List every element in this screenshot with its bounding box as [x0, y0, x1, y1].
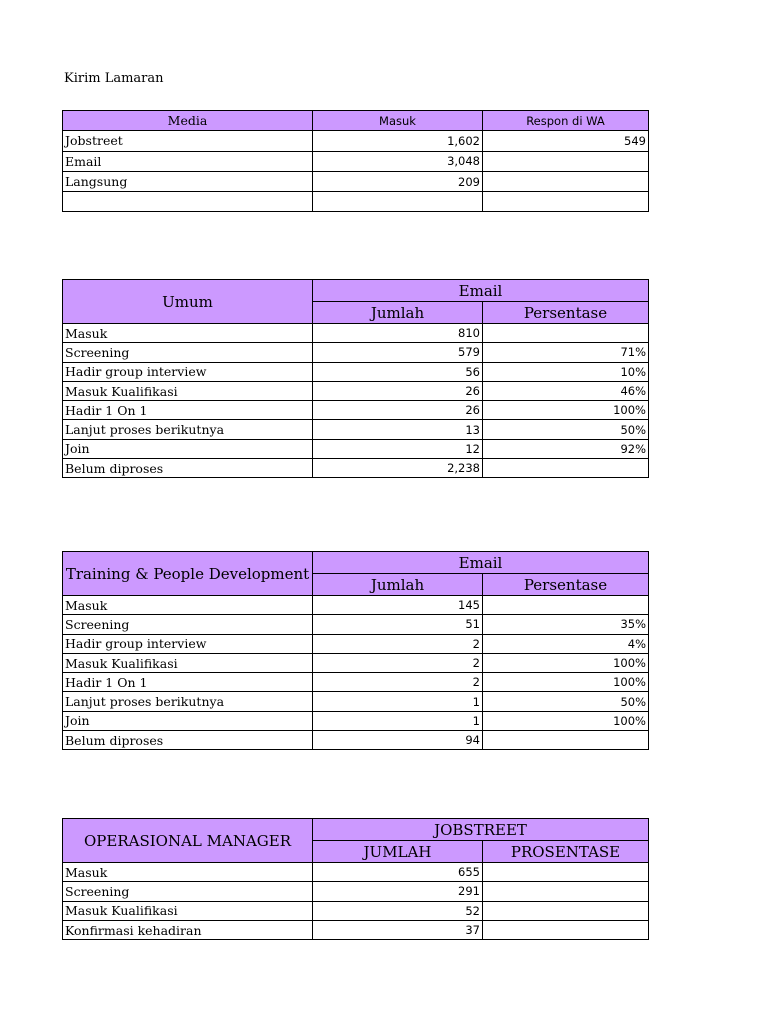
table-row: [63, 171, 649, 191]
row-label: Konfirmasi kehadiran: [63, 920, 313, 939]
row-label: Hadir 1 On 1: [63, 673, 313, 692]
page-title: Kirim Lamaran: [64, 71, 164, 86]
row-label: Masuk Kualifikasi: [63, 381, 313, 400]
row-label: Hadir 1 On 1: [63, 401, 313, 420]
cell-jumlah: 291: [313, 882, 483, 901]
cell-persentase: 100%: [483, 711, 649, 730]
cell-jumlah: 145: [313, 596, 483, 615]
cell-prosentase: [483, 901, 649, 920]
umum-table: [62, 279, 649, 478]
cell-jumlah: 13: [313, 420, 483, 439]
cell-jumlah: 26: [313, 401, 483, 420]
cell-masuk: 209: [313, 171, 483, 191]
table-row: [63, 381, 649, 400]
cell-persentase: 10%: [483, 362, 649, 381]
row-label: Email: [63, 151, 313, 171]
cell-jumlah: 2: [313, 653, 483, 672]
table-row: [63, 901, 649, 920]
table-row: [63, 324, 649, 343]
cell-masuk: 3,048: [313, 151, 483, 171]
row-label: Belum diproses: [63, 731, 313, 750]
cell-persentase: 35%: [483, 615, 649, 634]
cell-respon: 549: [483, 131, 649, 151]
cell-jumlah: 579: [313, 343, 483, 362]
row-label: Masuk Kualifikasi: [63, 901, 313, 920]
row-label: Masuk: [63, 596, 313, 615]
table-row: [63, 362, 649, 381]
cell-jumlah: 2: [313, 673, 483, 692]
row-label: Lanjut proses berikutnya: [63, 420, 313, 439]
row-label: Masuk Kualifikasi: [63, 653, 313, 672]
row-label: Lanjut proses berikutnya: [63, 692, 313, 711]
operasional-table: [62, 818, 649, 940]
cell-jumlah: 52: [313, 901, 483, 920]
table-row: [63, 420, 649, 439]
header-prosentase: PROSENTASE: [483, 841, 649, 863]
category-header: OPERASIONAL MANAGER: [63, 819, 313, 863]
cell-persentase: 46%: [483, 381, 649, 400]
cell-masuk: 1,602: [313, 131, 483, 151]
cell-jumlah: 51: [313, 615, 483, 634]
cell-jumlah: 26: [313, 381, 483, 400]
table-row: [63, 615, 649, 634]
cell-persentase: [483, 596, 649, 615]
group-header: Email: [313, 552, 649, 574]
row-label: Screening: [63, 615, 313, 634]
cell-persentase: 4%: [483, 634, 649, 653]
row-label: Hadir group interview: [63, 362, 313, 381]
cell-jumlah: 12: [313, 439, 483, 458]
table-row: [63, 882, 649, 901]
cell-jumlah: 655: [313, 863, 483, 882]
table-row: [63, 459, 649, 478]
table-row: [63, 634, 649, 653]
cell-jumlah: 2,238: [313, 459, 483, 478]
table-row: [63, 920, 649, 939]
cell-persentase: 50%: [483, 420, 649, 439]
row-label: Join: [63, 711, 313, 730]
row-label: Belum diproses: [63, 459, 313, 478]
header-media: Media: [63, 111, 313, 131]
row-label: Hadir group interview: [63, 634, 313, 653]
cell-jumlah: 810: [313, 324, 483, 343]
cell-persentase: 50%: [483, 692, 649, 711]
table-row: [63, 711, 649, 730]
table-row: [63, 151, 649, 171]
table-row: [63, 343, 649, 362]
category-header: Umum: [63, 280, 313, 324]
header-masuk: Masuk: [313, 111, 483, 131]
cell-persentase: [483, 731, 649, 750]
row-label: Screening: [63, 882, 313, 901]
group-header: Email: [313, 280, 649, 302]
table-row: [63, 131, 649, 151]
cell-persentase: 92%: [483, 439, 649, 458]
cell-respon: [483, 171, 649, 191]
cell-masuk: [313, 192, 483, 212]
cell-respon: [483, 151, 649, 171]
row-label: [63, 192, 313, 212]
table-row: [63, 596, 649, 615]
cell-respon: [483, 192, 649, 212]
media-table: [62, 110, 649, 212]
table-row: [63, 192, 649, 212]
table-row: [63, 439, 649, 458]
group-header: JOBSTREET: [313, 819, 649, 841]
cell-jumlah: 2: [313, 634, 483, 653]
category-header: Training & People Development: [63, 552, 313, 596]
row-label: Masuk: [63, 324, 313, 343]
row-label: Join: [63, 439, 313, 458]
table-row: [63, 731, 649, 750]
table-row: [63, 673, 649, 692]
cell-jumlah: 1: [313, 711, 483, 730]
cell-persentase: 71%: [483, 343, 649, 362]
row-label: Langsung: [63, 171, 313, 191]
header-persentase: Persentase: [483, 574, 649, 596]
row-label: Jobstreet: [63, 131, 313, 151]
table-row: [63, 692, 649, 711]
header-persentase: Persentase: [483, 302, 649, 324]
cell-jumlah: 94: [313, 731, 483, 750]
table-row: [63, 863, 649, 882]
cell-prosentase: [483, 920, 649, 939]
header-respon-wa: Respon di WA: [483, 111, 649, 131]
header-jumlah: Jumlah: [313, 574, 483, 596]
table-row: [63, 653, 649, 672]
training-table: [62, 551, 649, 750]
cell-persentase: 100%: [483, 673, 649, 692]
cell-persentase: 100%: [483, 653, 649, 672]
cell-jumlah: 56: [313, 362, 483, 381]
table-row: [63, 401, 649, 420]
cell-prosentase: [483, 863, 649, 882]
cell-persentase: 100%: [483, 401, 649, 420]
cell-jumlah: 1: [313, 692, 483, 711]
header-jumlah: JUMLAH: [313, 841, 483, 863]
cell-persentase: [483, 459, 649, 478]
cell-persentase: [483, 324, 649, 343]
cell-prosentase: [483, 882, 649, 901]
cell-jumlah: 37: [313, 920, 483, 939]
row-label: Masuk: [63, 863, 313, 882]
row-label: Screening: [63, 343, 313, 362]
header-jumlah: Jumlah: [313, 302, 483, 324]
